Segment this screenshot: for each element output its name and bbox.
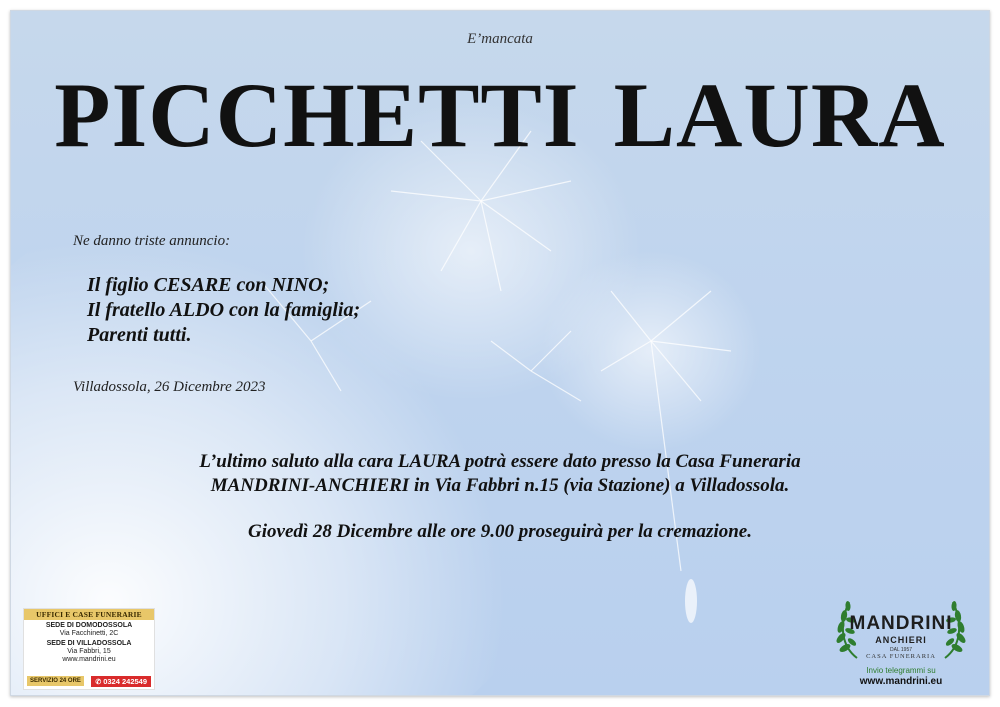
sede-villadossola-title: SEDE DI VILLADOSSOLA — [46, 640, 132, 647]
info-footer — [24, 676, 154, 687]
info-website: www.mandrini.eu — [62, 656, 116, 663]
service-24h-tag: SERVIZIO 24 ORE — [27, 676, 84, 686]
phone-number: 0324 242549 — [103, 677, 147, 686]
farewell-line: MANDRINI-ANCHIERI in Via Fabbri n.15 (via Stazione) a Villadossola. — [210, 475, 790, 496]
family-list — [87, 273, 360, 348]
telegram-note: Invio telegrammi su — [866, 666, 936, 675]
intro-text: E’mancata — [467, 31, 533, 47]
phone-icon: ✆ — [95, 679, 102, 686]
sede-domodossola-address: Via Facchinetti, 2C — [59, 630, 119, 637]
family-line: Il fratello ALDO con la famiglia; — [87, 299, 361, 321]
info-header: UFFICI E CASE FUNERARIE — [24, 609, 154, 620]
phone-tag — [91, 676, 151, 687]
sede-domodossola-title: SEDE DI DOMODOSSOLA — [45, 622, 133, 629]
sede-villadossola-address: Via Fabbri, 15 — [67, 648, 111, 655]
funeral-home-info-card — [23, 608, 155, 690]
family-line: Il figlio CESARE con NINO; — [87, 274, 330, 296]
farewell-text — [11, 450, 989, 498]
funeral-text: Giovedì 28 Dicembre alle ore 9.00 proseguirà per la cremazione. — [248, 521, 752, 542]
place-date: Villadossola, 26 Dicembre 2023 — [73, 379, 266, 395]
farewell-line: L’ultimo saluto alla cara LAURA potrà essere dato presso la Casa Funeraria — [199, 451, 801, 472]
logo-sub: ANCHIERI — [875, 635, 927, 645]
deceased-name: PICCHETTI LAURA — [54, 64, 946, 166]
announce-label: Ne danno triste annuncio: — [73, 233, 231, 249]
logo-since: DAL 1957 — [889, 647, 913, 653]
logo-website: www.mandrini.eu — [859, 676, 943, 687]
logo-name: MANDRINI — [849, 613, 953, 634]
mandrini-logo — [821, 594, 981, 689]
family-line: Parenti tutti. — [87, 324, 192, 346]
logo-casa-funeraria: CASA FUNERARIA — [866, 653, 936, 660]
obituary-card — [10, 10, 990, 696]
